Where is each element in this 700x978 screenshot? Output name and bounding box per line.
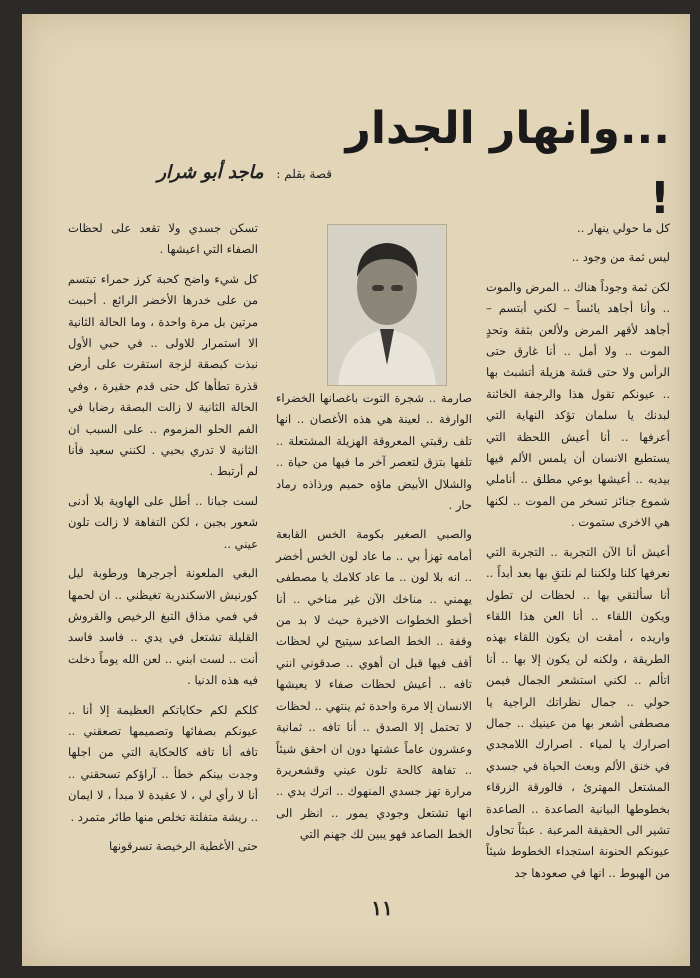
column-middle [276,388,472,854]
story-title-block [322,94,670,224]
paragraph: صارمة .. شجرة التوت باغصانها الخضراء الوارفة .. لعينة هي هذه الأغصان .. انها تلف رقبتي المعروقة الهزيلة المشتعلة .. تلفها بتزق لتعصر آخر ما فيها من حياة .. والشلال الأبيض ماؤه حميم ورذاذه رماد حار . [276,391,472,513]
magazine-page [22,14,690,966]
paragraph: لكن ثمة وجوداً هناك .. المرض والموت .. وأنا أجاهد يائساً – لكني أبتسم – أجاهد لأقهر المرض ولألعن بثقة وتحدٍ الموت .. ولا أمل .. أنا غارق حتى الرأس ولا حتى قشة هزيلة أتشبث بها .. عيونكم تقول هذا والرجفة الخائنة لبدنك يا سلمان تؤكد النهاية التي أعرفها .. أنا أعيش اللحظة التي يستطيع الانسان أن يلمس الألم فيها بيديه .. أعيشها بوعي مطلق .. أناملي شموع جنائز تسخر من الموت .. لكنها هي الاخرى ستموت . [486,279,670,530]
author-photo [327,224,447,386]
paragraph: والصبي الصغير بكومة الخس القابعة أمامه تهزأ بي .. ما عاد لون الخس أخضر .. انه بلا لون .. ما عاد كلامك يا مصطفى يهمني .. مناخك الآن غير مناخي .. أنا أخطو الخطوات الاخيرة حيث لا بد من وقفة .. الخط الصاعد سيتيح لي لحظات أقف فيها قبل ان أهوي .. صدقوني انني تافه .. أعيش لحظات صفاء لا يعيشها الانسان إلا مرة واحدة ثم ينتهي .. لحظات لا تحتمل إلا الصدق .. أنا تافه .. ثمانية وعشرون عاماً عشتها دون ان احقق شيئاً .. تفاهة كالحة تلون عيني وقشعريرة مرارة تهز جسدي المنهوك .. اترك يدي .. انها تشتعل وجودي يمور .. انظر الى الخط الصاعد فهو يبين لك جهنم التي [276,527,472,842]
paragraph: ليس ثمة من وجود .. [571,250,670,265]
column-right [486,218,670,892]
paragraph: البغي الملعونة أجرجرها ورطوبة ليل كورنيش الاسكندرية تغيظني .. ان لحمها في فمي مذاق التبغ الرخيص والقروش القليلة تشتعل في يدي .. فاسد فاسد أنت .. لست ابني .. لعن الله يوماً دخلت فيه هذه الدنيا . [68,566,258,688]
byline [132,162,332,183]
portrait-image [328,225,446,385]
story-title: ...وانهار الجدار ! [345,103,670,224]
paragraph: تسكن جسدي ولا تقعد على لحظات الصفاء التي اعيشها . [68,221,258,257]
paragraph: حتى الأغطية الرخيصة تسرقونها [109,838,258,853]
paragraph: لست جبانا .. أطل على الهاوية بلا أدنى شعور بجبن ، لكن التفاهة لا زالت تلون عيني .. [68,493,258,551]
byline-label: قصة بقلم : [276,167,332,181]
paragraph: كل ما حولي ينهار .. [577,221,670,235]
page-number: ١١ [371,896,393,920]
column-left [68,218,258,865]
paragraph: أعيش أنا الآن التجربة .. التجربة التي نعرفها كلنا ولكننا لم نلتقِ بها بعد أبداً .. أنا سألتقي بها .. لحظات لن تطول ويكون اللقاء .. أنا العن هذا اللقاء واريده ، أمقت ان يكون اللقاء بهذه الطريقة ، ولكنه لن يكون إلا بها .. أنا اتألم .. لكني استشعر الجمال فيمن حولي .. جمال نظراتك الراجية يا مصطفى أشعر بها من عينيك .. جمال اصرارك يا لمياء . اصرارك اللامجدي في خنق الألم وبعث الحياة في جسدي المشتعل المهترئ ، فالورقة الزرقاء بخطوطها البيانية الصاعدة .. الصاعدة تشير الى الحقيقة المرعبة . عبثاً تحاول عيونكم الحنونة استجداء الخطوط شيئاً من الهبوط .. انها في صعودها جد [486,544,670,880]
paragraph: كلكم لكم حكاياتكم العظيمة إلا أنا .. عيونكم بصفائها وتصميمها تصعقني .. تافه أنا تافه كالحكاية التي من اجلها وجدت بينكم خطأ .. آراؤكم تسحقني .. أنا لا رأي لي ، لا عقيدة لا مبدأ ، لا ايمان .. ريشة متفلتة تخلص منها طائر متمرد . [68,702,258,824]
byline-author: ماجد أبو شرار [157,162,264,183]
paragraph: كل شيء واضح كحبة كرز حمراء تبتسم من على خدرها الأخضر الرائع . أحببت مرتين بل مرة واحدة ، وما الحالة الثانية الا استمرار للاولى .. في حبي الأول نبذت كبصقة لزجة استقرت على أرض قذرة تطأها كل حتى قدم حقيرة ، وفي الحالة الثانية لا زالت البصقة رضابا في الفم الحلو المزموم .. على السبب ان الثانية لا تدري بحبي . لكنني سعيد فأنا لم أرتبط . [68,271,258,479]
